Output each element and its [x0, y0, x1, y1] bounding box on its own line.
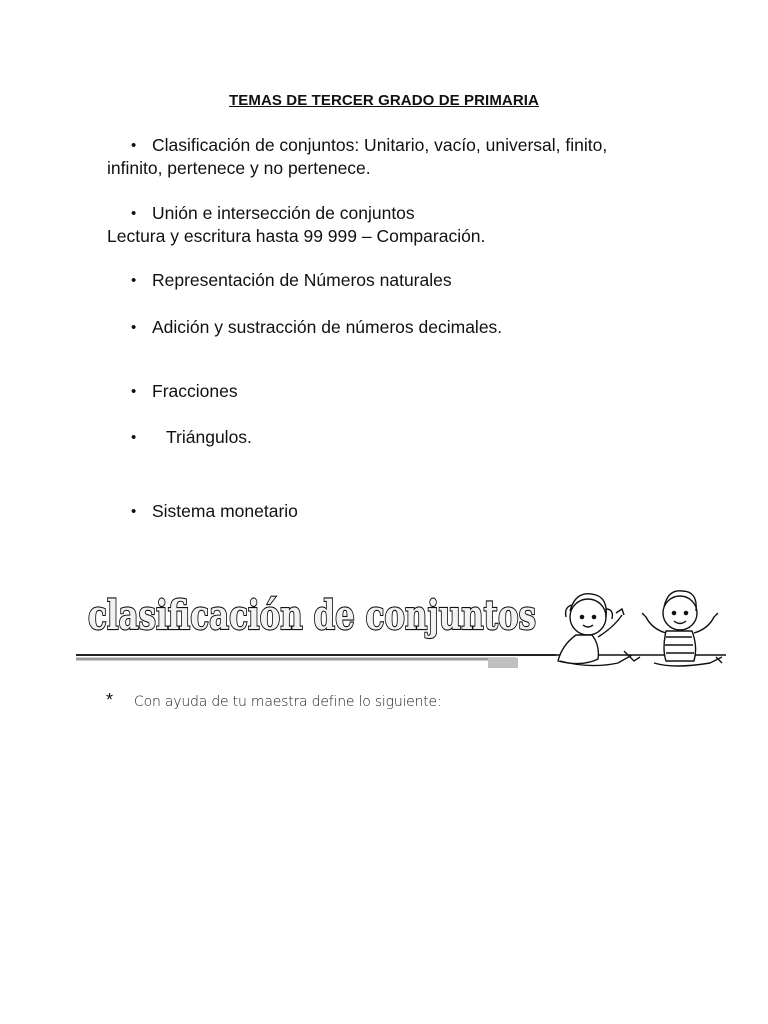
topic-item-sistema: Sistema monetario — [152, 501, 298, 521]
bullet-icon: • — [131, 383, 137, 400]
instruction-text: Con ayuda de tu maestra define lo siguiente: — [134, 694, 442, 710]
bullet-icon: • — [131, 205, 137, 222]
topic-item-lectura: Lectura y escritura hasta 99 999 – Comparación. — [107, 226, 486, 246]
topic-item-fracciones: Fracciones — [152, 381, 238, 401]
topic-item-clasificacion-cont: infinito, pertenece y no pertenece. — [107, 158, 371, 178]
topic-item-clasificacion: Clasificación de conjuntos: Unitario, vacío, universal, finito, — [152, 135, 608, 155]
topic-item-adicion: Adición y sustracción de números decimales. — [152, 317, 503, 337]
banner-rule-shadow — [488, 658, 518, 668]
bullet-icon: • — [131, 429, 137, 446]
section-banner — [76, 585, 726, 675]
page-title: TEMAS DE TERCER GRADO DE PRIMARIA — [229, 92, 539, 109]
bullet-icon: • — [131, 137, 137, 154]
topic-item-union: Unión e intersección de conjuntos — [152, 203, 415, 223]
bullet-icon: • — [131, 272, 137, 289]
topic-item-representacion: Representación de Números naturales — [152, 270, 452, 290]
bullet-icon: • — [131, 503, 137, 520]
banner-heading: clasificación de conjuntos — [88, 592, 536, 639]
asterisk-marker: * — [106, 690, 114, 710]
banner-art — [76, 585, 726, 675]
topic-item-triangulos: Triángulos. — [166, 427, 252, 447]
girl-illustration — [558, 594, 640, 666]
bullet-icon: • — [131, 319, 137, 336]
